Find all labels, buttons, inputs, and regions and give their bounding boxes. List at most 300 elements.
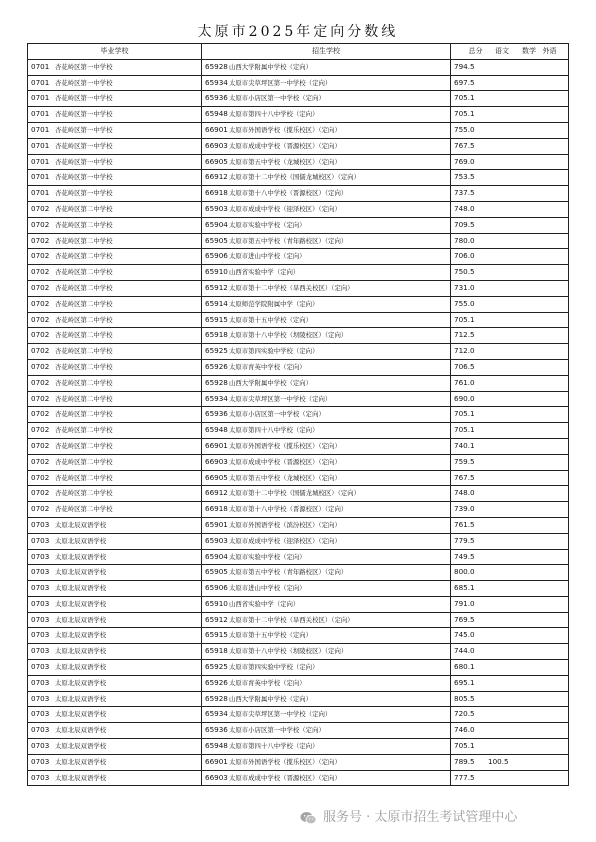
- score-cell: [451, 612, 569, 628]
- score-cell: [451, 407, 569, 423]
- from-school-cell: [28, 201, 202, 217]
- from-school-name: 太原北辰双语学校: [55, 615, 107, 624]
- from-school-cell: [28, 91, 202, 107]
- total-score: 791.0: [454, 598, 475, 608]
- from-school-code: 0703: [31, 583, 50, 593]
- from-school-name: 太原北辰双语学校: [55, 757, 107, 766]
- to-school-code: 65936: [205, 725, 228, 735]
- table-row: [28, 75, 569, 91]
- total-score: 680.1: [454, 662, 475, 672]
- to-school-code: 65934: [205, 393, 228, 403]
- to-school-code: 65901: [205, 519, 228, 529]
- from-school-code: 0702: [31, 251, 50, 261]
- to-school-name: 太原市外国语学校（滨汾校区）（定向）: [229, 520, 341, 529]
- from-school-cell: [28, 644, 202, 660]
- to-school-name: 太原市第五中学校（青年路校区）（定向）: [229, 236, 348, 245]
- to-school-cell: [202, 454, 451, 470]
- from-school-code: 0702: [31, 425, 50, 435]
- table-row: [28, 454, 569, 470]
- total-score: 709.5: [454, 219, 475, 229]
- table-row: [28, 675, 569, 691]
- from-school-cell: [28, 407, 202, 423]
- from-school-code: 0703: [31, 709, 50, 719]
- score-cell: [451, 754, 569, 770]
- total-score: 800.0: [454, 567, 475, 577]
- from-school-cell: [28, 533, 202, 549]
- from-school-code: 0702: [31, 330, 50, 340]
- table-row: [28, 344, 569, 360]
- to-school-cell: [202, 707, 451, 723]
- total-score: 744.0: [454, 646, 475, 656]
- from-school-code: 0702: [31, 504, 50, 514]
- to-school-code: 65914: [205, 298, 228, 308]
- from-school-name: 杏花岭区第一中学校: [55, 94, 113, 103]
- to-school-name: 山西大学附属中学校（定向）: [229, 62, 313, 71]
- to-school-name: 太原市外国语学校（揽乐校区）（定向）: [229, 441, 341, 450]
- score-cell: [451, 675, 569, 691]
- to-school-code: 65910: [205, 267, 228, 277]
- header-total: 总分: [468, 47, 483, 55]
- score-cell: [451, 486, 569, 502]
- to-school-cell: [202, 565, 451, 581]
- table-row: [28, 486, 569, 502]
- table-row: [28, 739, 569, 755]
- to-school-cell: [202, 596, 451, 612]
- from-school-name: 杏花岭区第一中学校: [55, 125, 113, 134]
- score-table: [27, 43, 569, 786]
- from-school-cell: [28, 691, 202, 707]
- to-school-cell: [202, 549, 451, 565]
- from-school-code: 0701: [31, 77, 50, 87]
- table-row: [28, 249, 569, 265]
- to-school-code: 65912: [205, 282, 228, 292]
- to-school-cell: [202, 359, 451, 375]
- table-row: [28, 502, 569, 518]
- score-cell: [451, 533, 569, 549]
- to-school-code: 65915: [205, 630, 228, 640]
- total-score: 720.5: [454, 709, 475, 719]
- to-school-code: 65910: [205, 598, 228, 608]
- score-cell: [451, 312, 569, 328]
- table-row: [28, 707, 569, 723]
- to-school-name: 太原市小店区第一中学校（定向）: [229, 94, 325, 103]
- to-school-code: 65926: [205, 361, 228, 371]
- from-school-cell: [28, 138, 202, 154]
- from-school-code: 0703: [31, 535, 50, 545]
- to-school-code: 65905: [205, 235, 228, 245]
- from-school-cell: [28, 565, 202, 581]
- to-school-name: 太原市第十八中学校（坝陵校区）（定向）: [229, 331, 348, 340]
- to-school-cell: [202, 660, 451, 676]
- from-school-cell: [28, 628, 202, 644]
- from-school-code: 0702: [31, 282, 50, 292]
- to-school-name: 太原市尖草坪区第一中学校（定向）: [229, 78, 332, 87]
- total-score: 748.0: [454, 488, 475, 498]
- to-school-cell: [202, 280, 451, 296]
- table-row: [28, 201, 569, 217]
- score-cell: [451, 644, 569, 660]
- score-cell: [451, 296, 569, 312]
- score-cell: [451, 91, 569, 107]
- from-school-code: 0701: [31, 124, 50, 134]
- from-school-cell: [28, 312, 202, 328]
- from-school-code: 0702: [31, 203, 50, 213]
- from-school-cell: [28, 170, 202, 186]
- total-score: 749.5: [454, 551, 475, 561]
- from-school-cell: [28, 739, 202, 755]
- score-cell: [451, 691, 569, 707]
- to-school-cell: [202, 154, 451, 170]
- to-school-name: 太原市第十二中学校（国儒龙城校区）（定向）: [229, 173, 361, 182]
- score-cell: [451, 186, 569, 202]
- total-score: 740.1: [454, 440, 475, 450]
- table-row: [28, 438, 569, 454]
- total-score: 712.0: [454, 346, 475, 356]
- from-school-name: 太原北辰双语学校: [55, 663, 107, 672]
- total-score: 767.5: [454, 140, 475, 150]
- from-school-code: 0702: [31, 456, 50, 466]
- from-school-name: 杏花岭区第一中学校: [55, 189, 113, 198]
- from-school-cell: [28, 186, 202, 202]
- to-school-name: 太原市外国语学校（揽乐校区）（定向）: [229, 125, 341, 134]
- from-school-code: 0702: [31, 346, 50, 356]
- total-score: 794.5: [454, 61, 475, 71]
- to-school-code: 65925: [205, 662, 228, 672]
- from-school-name: 太原北辰双语学校: [55, 678, 107, 687]
- from-school-code: 0701: [31, 61, 50, 71]
- score-cell: [451, 59, 569, 75]
- from-school-code: 0703: [31, 551, 50, 561]
- table-row: [28, 470, 569, 486]
- table-row: [28, 170, 569, 186]
- total-score: 748.0: [454, 203, 475, 213]
- to-school-cell: [202, 407, 451, 423]
- to-school-cell: [202, 391, 451, 407]
- from-school-code: 0701: [31, 156, 50, 166]
- to-school-name: 太原市第五中学校（龙城校区）（定向）: [229, 473, 341, 482]
- total-score: 731.0: [454, 282, 475, 292]
- from-school-name: 太原北辰双语学校: [55, 773, 107, 782]
- from-school-cell: [28, 454, 202, 470]
- to-school-cell: [202, 138, 451, 154]
- to-school-name: 太原市第十五中学校（定向）: [229, 315, 313, 324]
- from-school-code: 0703: [31, 598, 50, 608]
- to-school-name: 太原市第十八中学校（晋源校区）（定向）: [229, 189, 348, 198]
- to-school-name: 太原市第十八中学校（晋源校区）（定向）: [229, 505, 348, 514]
- to-school-name: 太原市第四实验中学校（定向）: [229, 347, 319, 356]
- table-row: [28, 328, 569, 344]
- table-row: [28, 107, 569, 123]
- table-row: [28, 375, 569, 391]
- from-school-name: 杏花岭区第二中学校: [55, 473, 113, 482]
- from-school-name: 太原北辰双语学校: [55, 536, 107, 545]
- from-school-code: 0703: [31, 693, 50, 703]
- from-school-cell: [28, 502, 202, 518]
- total-score: 777.5: [454, 772, 475, 782]
- to-school-name: 太原市外国语学校（揽乐校区）（定向）: [229, 757, 341, 766]
- total-score: 779.5: [454, 535, 475, 545]
- score-cell: [451, 107, 569, 123]
- table-row: [28, 296, 569, 312]
- to-school-name: 太原市成成中学校（晋源校区）（定向）: [229, 457, 341, 466]
- from-school-code: 0703: [31, 741, 50, 751]
- from-school-code: 0702: [31, 298, 50, 308]
- table-row: [28, 138, 569, 154]
- table-row: [28, 691, 569, 707]
- from-school-name: 杏花岭区第二中学校: [55, 204, 113, 213]
- from-school-name: 太原北辰双语学校: [55, 599, 107, 608]
- to-school-cell: [202, 328, 451, 344]
- header-school-from: 毕业学校: [28, 44, 202, 60]
- to-school-cell: [202, 612, 451, 628]
- to-school-cell: [202, 644, 451, 660]
- header-school-to: 招生学校: [202, 44, 451, 60]
- to-school-name: 太原市尖草坪区第一中学校（定向）: [229, 394, 332, 403]
- from-school-name: 杏花岭区第二中学校: [55, 268, 113, 277]
- score-cell: [451, 438, 569, 454]
- total-score: 761.5: [454, 519, 475, 529]
- to-school-name: 太原市第十八中学校（坝陵校区）（定向）: [229, 647, 348, 656]
- from-school-name: 太原北辰双语学校: [55, 584, 107, 593]
- to-school-name: 太原市进山中学校（定向）: [229, 584, 306, 593]
- to-school-code: 65903: [205, 535, 228, 545]
- total-score: 753.5: [454, 172, 475, 182]
- table-row: [28, 533, 569, 549]
- from-school-name: 杏花岭区第二中学校: [55, 252, 113, 261]
- to-school-name: 太原市小店区第一中学校（定向）: [229, 726, 325, 735]
- total-score: 755.0: [454, 298, 475, 308]
- total-score: 706.0: [454, 251, 475, 261]
- score-cell: [451, 470, 569, 486]
- score-cell: [451, 359, 569, 375]
- to-school-code: 66918: [205, 504, 228, 514]
- from-school-code: 0703: [31, 630, 50, 640]
- to-school-cell: [202, 296, 451, 312]
- to-school-name: 太原市第四实验中学校（定向）: [229, 663, 319, 672]
- from-school-cell: [28, 754, 202, 770]
- total-score: 705.1: [454, 741, 475, 751]
- to-school-cell: [202, 344, 451, 360]
- to-school-cell: [202, 486, 451, 502]
- table-row: [28, 186, 569, 202]
- from-school-code: 0702: [31, 488, 50, 498]
- to-school-code: 65928: [205, 693, 228, 703]
- total-score: 705.1: [454, 93, 475, 103]
- table-row: [28, 265, 569, 281]
- to-school-code: 66905: [205, 472, 228, 482]
- to-school-code: 66912: [205, 172, 228, 182]
- from-school-name: 杏花岭区第一中学校: [55, 110, 113, 119]
- from-school-code: 0702: [31, 235, 50, 245]
- from-school-cell: [28, 359, 202, 375]
- to-school-name: 太原市第五中学校（青年路校区）（定向）: [229, 568, 348, 577]
- to-school-code: 65936: [205, 93, 228, 103]
- from-school-name: 杏花岭区第二中学校: [55, 236, 113, 245]
- table-row: [28, 612, 569, 628]
- from-school-cell: [28, 249, 202, 265]
- table-row: [28, 644, 569, 660]
- score-cell: [451, 770, 569, 786]
- total-score: 690.0: [454, 393, 475, 403]
- total-score: 759.5: [454, 456, 475, 466]
- from-school-cell: [28, 107, 202, 123]
- table-row: [28, 122, 569, 138]
- to-school-name: 山西大学附属中学校（定向）: [229, 378, 313, 387]
- to-school-cell: [202, 502, 451, 518]
- to-school-cell: [202, 533, 451, 549]
- to-school-cell: [202, 723, 451, 739]
- from-school-code: 0703: [31, 646, 50, 656]
- to-school-code: 66901: [205, 440, 228, 450]
- to-school-code: 66905: [205, 156, 228, 166]
- to-school-cell: [202, 691, 451, 707]
- to-school-name: 山西省实验中学（定向）: [229, 599, 300, 608]
- table-row: [28, 91, 569, 107]
- from-school-cell: [28, 581, 202, 597]
- table-row: [28, 581, 569, 597]
- table-row: [28, 280, 569, 296]
- from-school-cell: [28, 154, 202, 170]
- to-school-cell: [202, 186, 451, 202]
- total-score: 705.1: [454, 409, 475, 419]
- from-school-name: 太原北辰双语学校: [55, 568, 107, 577]
- to-school-cell: [202, 233, 451, 249]
- from-school-name: 太原北辰双语学校: [55, 726, 107, 735]
- to-school-name: 太原市小店区第一中学校（定向）: [229, 410, 325, 419]
- chinese-score: 100.5: [488, 756, 509, 766]
- to-school-name: 山西省实验中学（定向）: [229, 268, 300, 277]
- to-school-code: 65948: [205, 109, 228, 119]
- from-school-code: 0703: [31, 519, 50, 529]
- to-school-code: 65936: [205, 409, 228, 419]
- to-school-cell: [202, 312, 451, 328]
- to-school-name: 太原市第十二中学校（旱西关校区）（定向）: [229, 615, 354, 624]
- to-school-name: 太原市第十五中学校（定向）: [229, 631, 313, 640]
- table-row: [28, 770, 569, 786]
- from-school-name: 杏花岭区第一中学校: [55, 78, 113, 87]
- total-score: 745.0: [454, 630, 475, 640]
- to-school-cell: [202, 628, 451, 644]
- to-school-cell: [202, 122, 451, 138]
- from-school-code: 0701: [31, 172, 50, 182]
- from-school-name: 杏花岭区第二中学校: [55, 283, 113, 292]
- total-score: 705.1: [454, 109, 475, 119]
- table-row: [28, 423, 569, 439]
- total-score: 780.0: [454, 235, 475, 245]
- from-school-cell: [28, 596, 202, 612]
- total-score: 805.5: [454, 693, 475, 703]
- total-score: 769.0: [454, 156, 475, 166]
- header-english: 外语: [542, 47, 557, 55]
- from-school-cell: [28, 707, 202, 723]
- from-school-code: 0703: [31, 725, 50, 735]
- from-school-cell: [28, 470, 202, 486]
- to-school-cell: [202, 170, 451, 186]
- to-school-cell: [202, 438, 451, 454]
- page-title: 太原市2025年定向分数线: [197, 24, 399, 40]
- to-school-name: 太原市第五中学校（龙城校区）（定向）: [229, 157, 341, 166]
- total-score: 705.1: [454, 314, 475, 324]
- score-cell: [451, 502, 569, 518]
- to-school-cell: [202, 770, 451, 786]
- score-cell: [451, 249, 569, 265]
- from-school-code: 0703: [31, 662, 50, 672]
- from-school-name: 杏花岭区第二中学校: [55, 378, 113, 387]
- to-school-name: 太原市第四十八中学校（定向）: [229, 742, 319, 751]
- to-school-code: 66901: [205, 124, 228, 134]
- to-school-code: 65928: [205, 61, 228, 71]
- total-score: 737.5: [454, 188, 475, 198]
- from-school-code: 0703: [31, 567, 50, 577]
- from-school-code: 0703: [31, 677, 50, 687]
- from-school-cell: [28, 122, 202, 138]
- to-school-cell: [202, 265, 451, 281]
- from-school-name: 杏花岭区第一中学校: [55, 62, 113, 71]
- to-school-code: 65948: [205, 741, 228, 751]
- to-school-code: 65918: [205, 330, 228, 340]
- from-school-cell: [28, 328, 202, 344]
- from-school-code: 0702: [31, 377, 50, 387]
- from-school-cell: [28, 723, 202, 739]
- from-school-code: 0701: [31, 93, 50, 103]
- to-school-name: 太原师范学院附属中学（定向）: [229, 299, 319, 308]
- total-score: 789.5: [454, 756, 475, 766]
- from-school-name: 杏花岭区第二中学校: [55, 220, 113, 229]
- score-cell: [451, 233, 569, 249]
- table-row: [28, 660, 569, 676]
- score-cell: [451, 596, 569, 612]
- to-school-code: 65915: [205, 314, 228, 324]
- from-school-name: 杏花岭区第二中学校: [55, 410, 113, 419]
- to-school-name: 山西大学附属中学校（定向）: [229, 694, 313, 703]
- score-cell: [451, 581, 569, 597]
- from-school-code: 0703: [31, 772, 50, 782]
- from-school-cell: [28, 438, 202, 454]
- table-row: [28, 754, 569, 770]
- to-school-code: 65906: [205, 583, 228, 593]
- header-scores: [451, 44, 569, 60]
- to-school-name: 太原市第十二中学校（旱西关校区）（定向）: [229, 283, 354, 292]
- from-school-code: 0702: [31, 314, 50, 324]
- from-school-cell: [28, 375, 202, 391]
- score-cell: [451, 739, 569, 755]
- to-school-name: 太原市成成中学校（晋源校区）（定向）: [229, 773, 341, 782]
- total-score: 695.1: [454, 677, 475, 687]
- score-cell: [451, 391, 569, 407]
- to-school-name: 太原市实验中学校（定向）: [229, 552, 306, 561]
- to-school-name: 太原市育英中学校（定向）: [229, 362, 306, 371]
- from-school-name: 太原北辰双语学校: [55, 742, 107, 751]
- to-school-code: 65906: [205, 251, 228, 261]
- score-cell: [451, 265, 569, 281]
- to-school-name: 太原市第十二中学校（国儒龙城校区）（定向）: [229, 489, 361, 498]
- from-school-cell: [28, 486, 202, 502]
- to-school-cell: [202, 739, 451, 755]
- from-school-cell: [28, 612, 202, 628]
- total-score: 767.5: [454, 472, 475, 482]
- from-school-cell: [28, 280, 202, 296]
- to-school-name: 太原市育英中学校（定向）: [229, 678, 306, 687]
- to-school-cell: [202, 423, 451, 439]
- from-school-cell: [28, 344, 202, 360]
- from-school-code: 0702: [31, 361, 50, 371]
- score-cell: [451, 138, 569, 154]
- from-school-name: 杏花岭区第二中学校: [55, 441, 113, 450]
- to-school-cell: [202, 375, 451, 391]
- from-school-name: 太原北辰双语学校: [55, 694, 107, 703]
- from-school-code: 0702: [31, 472, 50, 482]
- from-school-name: 杏花岭区第二中学校: [55, 315, 113, 324]
